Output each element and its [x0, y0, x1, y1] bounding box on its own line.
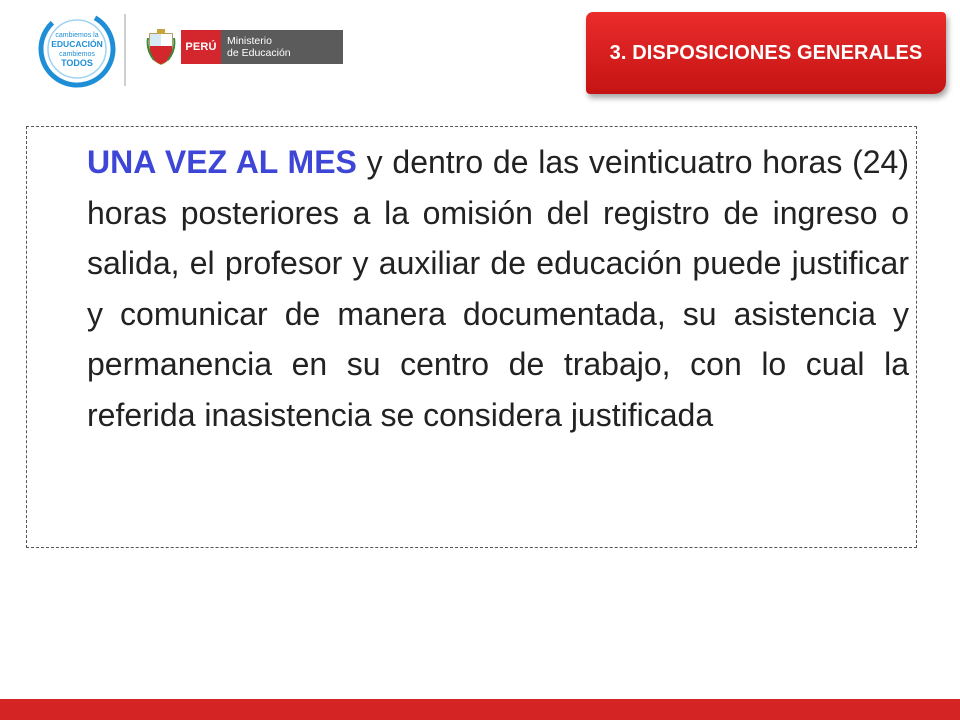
section-title-tab [586, 12, 946, 94]
body-paragraph [87, 137, 909, 440]
ministry-line1: Ministerio [227, 35, 272, 47]
campaign-logo-line4: TODOS [61, 58, 93, 68]
body-text: y dentro de las veinticuatro horas (24) horas posteriores a la omisión del registro de ingreso o salida, el profesor y auxiliar de educación puede justificar y comunicar de manera documentada, su asistencia y permanencia en su centro de trabajo, con lo cual la referida inasistencia se considera justificada [87, 144, 910, 433]
body-highlight: UNA VEZ AL MES [87, 144, 357, 180]
peru-label: PERÚ [181, 30, 221, 64]
campaign-logo-line2: EDUCACIÓN [51, 39, 103, 49]
ministry-label [221, 30, 343, 64]
campaign-logo [38, 10, 116, 88]
campaign-logo-line1: cambiemos la [55, 32, 99, 39]
footer-bar [0, 699, 960, 720]
section-title: 3. DISPOSICIONES GENERALES [609, 41, 923, 64]
header-divider [124, 14, 126, 86]
ministry-logo [181, 30, 343, 64]
campaign-logo-line3: cambiemos [59, 51, 95, 58]
header [0, 0, 960, 110]
ministry-line2: de Educación [227, 47, 291, 59]
coat-of-arms-icon [146, 28, 176, 66]
